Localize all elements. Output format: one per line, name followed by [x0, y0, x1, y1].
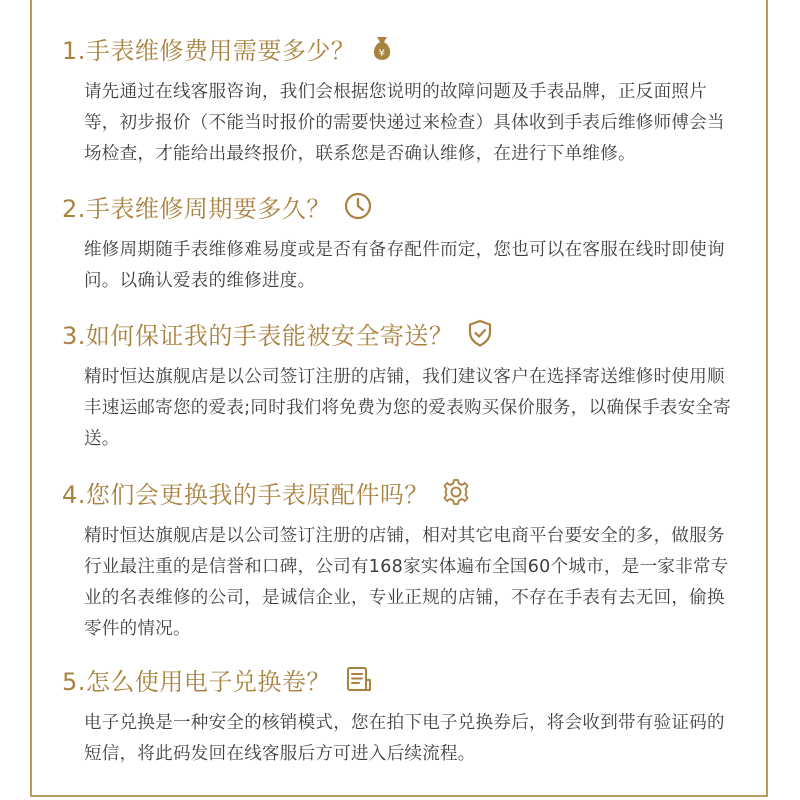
faq-question-text: 1.手表维修费用需要多少？: [62, 36, 356, 65]
clock-icon: [343, 191, 373, 221]
faq-answer: 电子兑换是一种安全的核销模式，您在拍下电子兑换券后，将会收到带有验证码的短信，将此码发回在线客服后方可进入后续流程。: [84, 713, 725, 764]
faq-item-parts: [62, 475, 752, 645]
shield-check-icon: [465, 318, 495, 348]
faq-answer: 维修周期随手表维修难易度或是否有备存配件而定，您也可以在客服在线时即使询问。以确认爱表的维修进度。: [84, 240, 725, 291]
faq-question: [62, 475, 752, 509]
money-bag-icon: [367, 33, 397, 63]
faq-item-voucher: [62, 662, 752, 770]
faq-question: [62, 316, 752, 350]
faq-question-text: 2.手表维修周期要多久？: [62, 194, 331, 223]
faq-item-fee: [62, 31, 752, 170]
faq-answer: 精时恒达旗舰店是以公司签订注册的店铺，我们建议客户在选择寄送维修时使用顺丰速运邮寄您的爱表;同时我们将免费为您的爱表购买保价服务，以确保手表安全寄送。: [84, 367, 731, 449]
faq-item-duration: [62, 189, 752, 297]
faq-question: [62, 189, 752, 223]
faq-question-text: 5.怎么使用电子兑换卷？: [62, 667, 331, 696]
faq-question-text: 3.如何保证我的手表能被安全寄送？: [62, 321, 454, 350]
faq-question: [62, 31, 752, 65]
faq-answer: 请先通过在线客服咨询，我们会根据您说明的故障问题及手表品牌，正反面照片等，初步报价（不能当时报价的需要快递过来检查）具体收到手表后维修师傅会当场检查，才能给出最终报价，联系您是否确认维修，在进行下单维修。: [84, 82, 725, 164]
faq-question: [62, 662, 752, 696]
faq-item-shipping: [62, 316, 752, 455]
faq-answer: 精时恒达旗舰店是以公司签订注册的店铺，相对其它电商平台要安全的多，做服务行业最注重的是信誉和口碑，公司有168家实体遍布全国60个城市，是一家非常专业的名表维修的公司，是诚信企业，专业正规的店铺，不存在手表有去无回，偷换零件的情况。: [84, 526, 729, 639]
document-icon: [343, 664, 373, 694]
faq-question-text: 4.您们会更换我的手表原配件吗？: [62, 480, 429, 509]
gear-icon: [441, 477, 471, 507]
svg-text:¥: ¥: [378, 48, 386, 59]
